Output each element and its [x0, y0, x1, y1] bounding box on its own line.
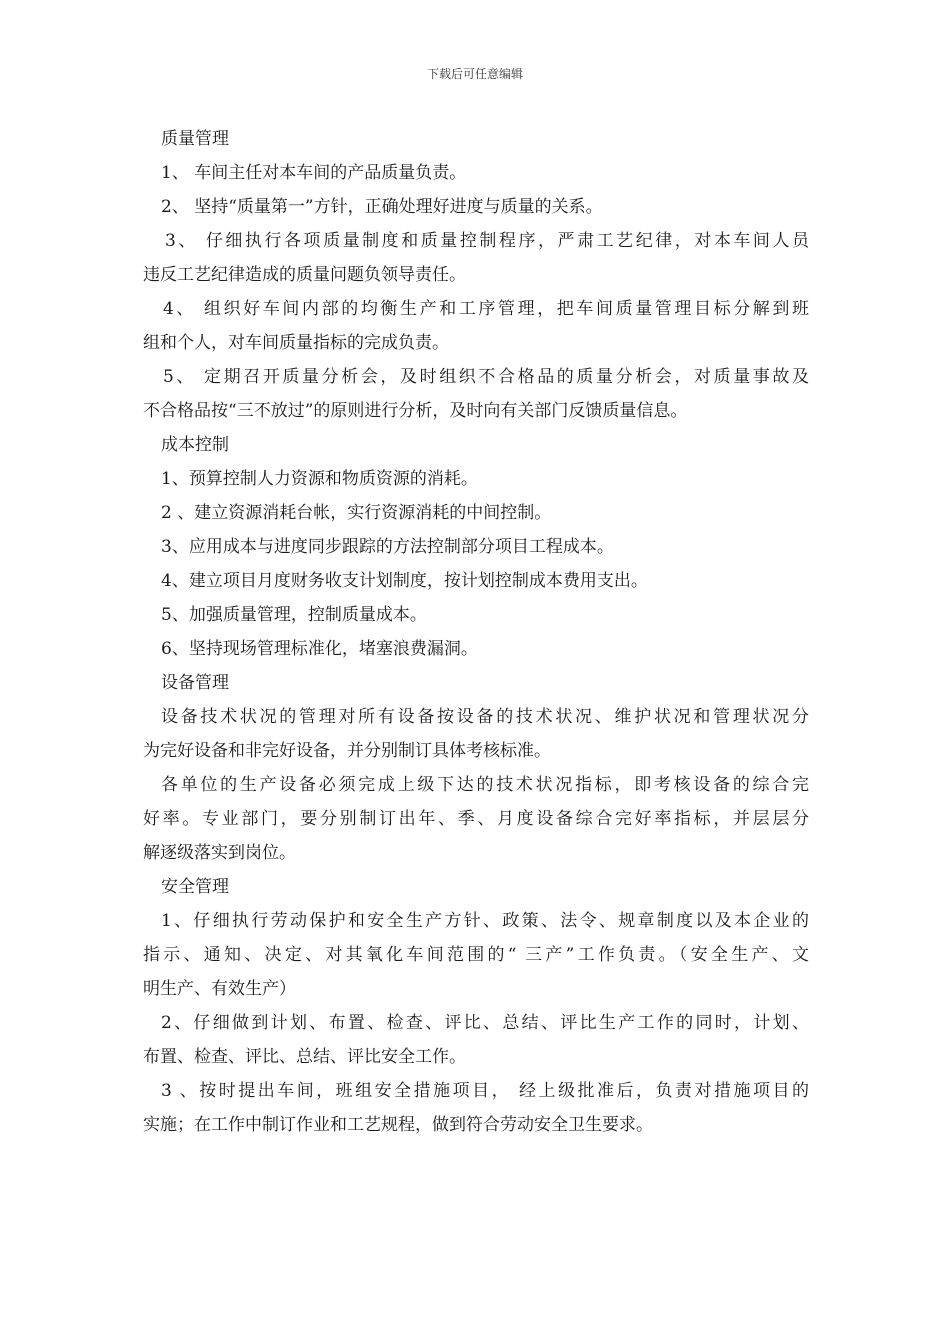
- paragraph-line: 5、加强质量管理，控制质量成本。: [161, 605, 427, 625]
- paragraph-line: 1、仔细执行劳动保护和安全生产方针、政策、法令、规章制度以及本企业的: [161, 911, 809, 931]
- paragraph-line: 解逐级落实到岗位。: [143, 843, 296, 863]
- paragraph-line: 1、预算控制人力资源和物质资源的消耗。: [161, 469, 478, 489]
- paragraph-line: 明生产、有效生产）: [143, 979, 296, 999]
- section-heading-quality: 质量管理: [161, 129, 229, 149]
- paragraph-line: 各单位的生产设备必须完成上级下达的技术状况指标，即考核设备的综合完: [161, 775, 809, 795]
- paragraph-line: 2、 坚持“质量第一”方针，正确处理好进度与质量的关系。: [161, 197, 603, 217]
- document-body: [143, 122, 809, 1142]
- paragraph-line: 2、仔细做到计划、布置、检查、评比、总结、评比生产工作的同时，计划、: [161, 1013, 809, 1033]
- paragraph-line: 2 、建立资源消耗台帐，实行资源消耗的中间控制。: [161, 503, 552, 523]
- paragraph-line: 4、建立项目月度财务收支计划制度，按计划控制成本费用支出。: [161, 571, 648, 591]
- paragraph-line: 3、应用成本与进度同步跟踪的方法控制部分项目工程成本。: [161, 537, 614, 557]
- paragraph-line: 布置、检查、评比、总结、评比安全工作。: [143, 1047, 466, 1067]
- paragraph-line: 指示、通知、决定、对其氧化车间范围的“ 三产”工作负责。（安全生产、文: [143, 945, 809, 965]
- page-header: 下载后可任意编辑: [426, 67, 523, 81]
- paragraph-line: 不合格品按“三不放过”的原则进行分析，及时向有关部门反馈质量信息。: [143, 401, 688, 421]
- paragraph-line: 组和个人，对车间质量指标的完成负责。: [143, 333, 449, 353]
- section-heading-cost: 成本控制: [161, 435, 229, 455]
- section-heading-safety: 安全管理: [161, 877, 229, 897]
- paragraph-line: 5、 定期召开质量分析会，及时组织不合格品的质量分析会，对质量事故及: [163, 367, 809, 387]
- paragraph-line: 实施；在工作中制订作业和工艺规程，做到符合劳动安全卫生要求。: [143, 1115, 653, 1135]
- paragraph-line: 好率。专业部门，要分别制订出年、季、月度设备综合完好率指标，并层层分: [143, 809, 809, 829]
- paragraph-line: 1、 车间主任对本车间的产品质量负责。: [161, 163, 467, 183]
- paragraph-line: 6、坚持现场管理标准化，堵塞浪费漏洞。: [161, 639, 478, 659]
- paragraph-line: 3 、按时提出车间，班组安全措施项目， 经上级批准后，负责对措施项目的: [161, 1081, 809, 1101]
- paragraph-line: 3、 仔细执行各项质量制度和质量控制程序，严肃工艺纪律，对本车间人员: [165, 231, 809, 251]
- paragraph-line: 4、 组织好车间内部的均衡生产和工序管理，把车间质量管理目标分解到班: [163, 299, 809, 319]
- section-heading-equipment: 设备管理: [161, 673, 229, 693]
- paragraph-line: 设备技术状况的管理对所有设备按设备的技术状况、维护状况和管理状况分: [161, 707, 809, 727]
- paragraph-line: 违反工艺纪律造成的质量问题负领导责任。: [143, 265, 466, 285]
- paragraph-line: 为完好设备和非完好设备，并分别制订具体考核标准。: [143, 741, 551, 761]
